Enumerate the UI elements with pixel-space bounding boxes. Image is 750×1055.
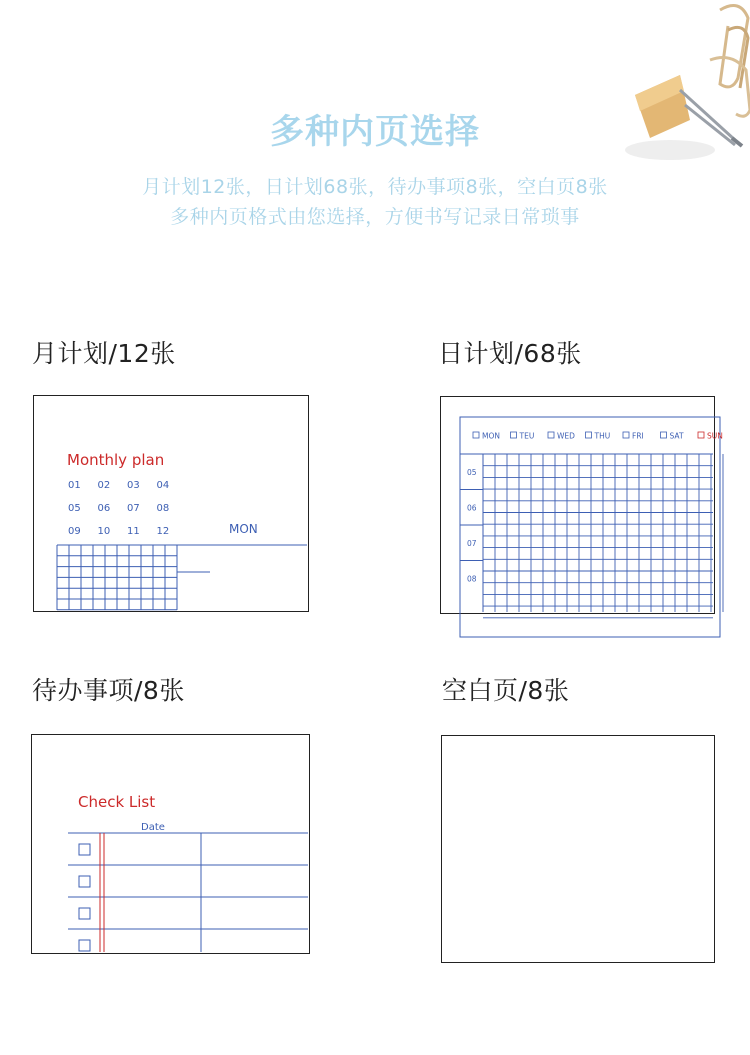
weekday-label: THU [594,431,611,441]
weekday-label: MON [482,431,500,441]
monthly-plan-preview [33,395,309,612]
checkbox-icon [79,908,90,919]
weekday-label: TEU [519,431,535,441]
weekday-label: WED [557,431,575,441]
hour-label: 07 [467,539,477,548]
blank-label: 空白页/8张 [442,676,570,705]
hour-label: 06 [467,503,477,513]
month-number: 11 [127,526,140,537]
month-number: 06 [97,503,111,514]
monthly-heading: Monthly plan [67,451,165,469]
weekday-label: SUN [707,431,723,441]
checkbox-icon [79,940,90,951]
month-number: 12 [156,526,170,537]
check-list-heading: Check List [78,793,156,811]
month-number: 04 [156,480,170,491]
blank-page-preview [441,735,715,963]
checkbox-icon [79,844,90,855]
checkbox-icon [79,876,90,887]
month-number: 03 [127,480,140,491]
check-list-preview [31,734,310,954]
page-title: 多种内页选择 [270,112,480,152]
month-number: 08 [156,503,170,514]
daily-plan-preview [440,396,723,614]
month-number: 02 [97,480,111,491]
todo-label: 待办事项/8张 [32,676,185,705]
weekday-label: SAT [669,431,684,441]
day-label: MON [229,522,258,536]
weekday-label: FRI [632,431,644,441]
daily-label: 日计划/68张 [438,339,582,368]
date-label: Date [141,822,165,833]
month-number: 07 [127,503,140,514]
month-number: 01 [68,480,81,491]
month-number: 10 [97,526,111,537]
calendar-grid [57,545,177,610]
binder-clip-icon [610,0,750,180]
subtitle-line-2: 多种内页格式由您选择，方便书写记录日常琐事 [170,206,580,228]
month-number: 05 [68,503,81,514]
monthly-label: 月计划/12张 [32,339,176,368]
subtitle-line-1: 月计划12张，日计划68张，待办事项8张，空白页8张 [142,176,608,198]
month-number: 09 [68,526,81,537]
hour-label: 05 [467,468,477,477]
hour-label: 08 [467,574,477,584]
